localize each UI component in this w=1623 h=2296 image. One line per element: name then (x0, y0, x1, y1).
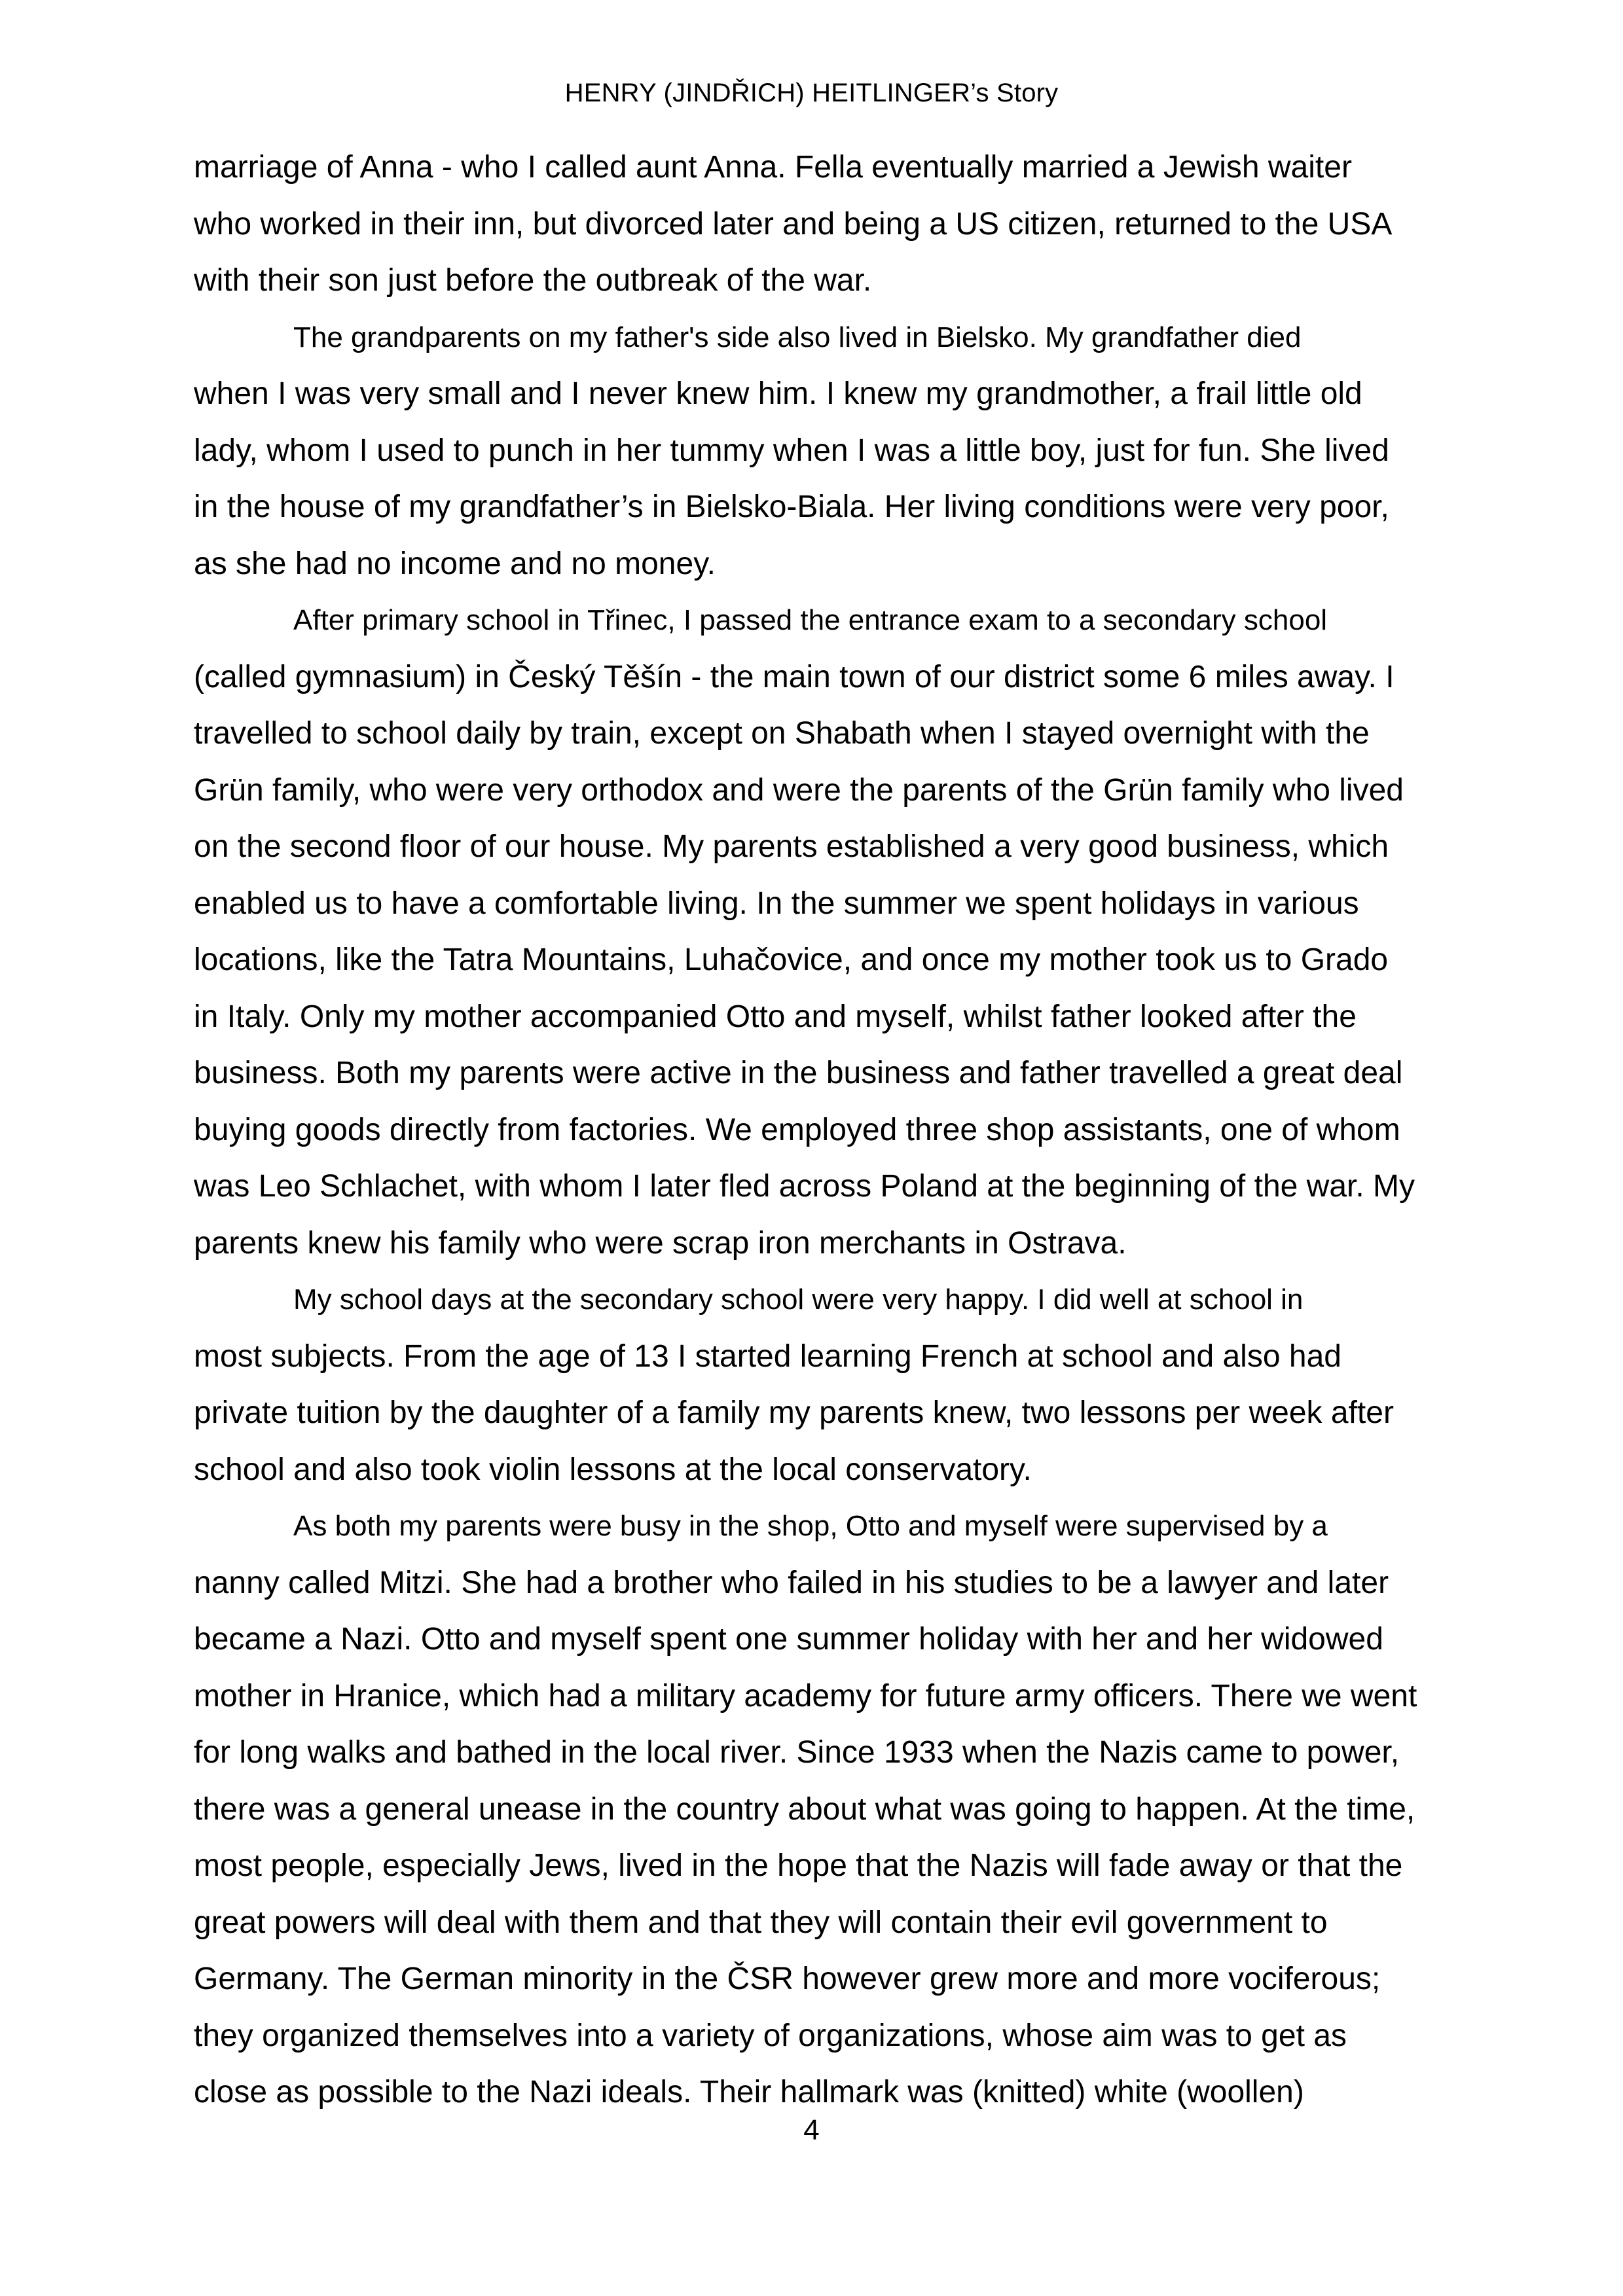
text-line: who worked in their inn, but divorced later and being a US citizen, returned to the USA (194, 206, 1393, 242)
paragraph (194, 139, 1464, 310)
text-line: lady, whom I used to punch in her tummy when I was a little boy, just for fun. She lived (194, 433, 1389, 468)
body-text (194, 139, 1464, 2121)
text-line: The grandparents on my father's side also lived in Bielsko. My grandfather died (293, 321, 1302, 353)
text-line: business. Both my parents were active in the business and father travelled a great deal (194, 1056, 1403, 1090)
text-line: As both my parents were busy in the shop, Otto and myself were supervised by a (293, 1510, 1328, 1542)
text-line: became a Nazi. Otto and myself spent one summer holiday with her and her widowed (194, 1622, 1383, 1657)
paragraph (194, 1272, 1464, 1498)
text-line: nanny called Mitzi. She had a brother who failed in his studies to be a lawyer and later (194, 1565, 1389, 1600)
text-line: buying goods directly from factories. We employed three shop assistants, one of whom (194, 1112, 1400, 1147)
page-number: 4 (803, 2114, 820, 2146)
text-line: was Leo Schlachet, with whom I later fled across Poland at the beginning of the war. My (194, 1169, 1415, 1204)
text-line: (called gymnasium) in Český Těšín - the main town of our district some 6 miles away. I (194, 659, 1395, 694)
text-line: Grün family, who were very orthodox and were the parents of the Grün family who lived (194, 772, 1404, 808)
text-line: marriage of Anna - who I called aunt Anna. Fella eventually married a Jewish waiter (194, 150, 1352, 185)
text-line: locations, like the Tatra Mountains, Luhačovice, and once my mother took us to Grado (194, 942, 1389, 977)
text-line: mother in Hranice, which had a military academy for future army officers. There we went (194, 1678, 1417, 1713)
running-header: HENRY (JINDŘICH) HEITLINGER’s Story (564, 79, 1059, 107)
text-line: as she had no income and no money. (194, 546, 716, 581)
text-line: school and also took violin lessons at the local conservatory. (194, 1452, 1032, 1487)
text-line: Germany. The German minority in the ČSR however grew more and more vociferous; (194, 1962, 1381, 1996)
text-line: parents knew his family who were scrap iron merchants in Ostrava. (194, 1225, 1127, 1261)
text-line: in the house of my grandfather’s in Bielsko-Biala. Her living conditions were very poor, (194, 490, 1389, 524)
text-line: great powers will deal with them and that they will contain their evil government to (194, 1905, 1328, 1940)
paragraph (194, 1498, 1464, 2121)
text-line: After primary school in Třinec, I passed the entrance exam to a secondary school (293, 604, 1328, 636)
paragraph (194, 592, 1464, 1272)
text-line: most subjects. From the age of 13 I started learning French at school and also had (194, 1338, 1341, 1374)
text-line: most people, especially Jews, lived in the hope that the Nazis will fade away or that the (194, 1848, 1403, 1883)
text-line: My school days at the secondary school were very happy. I did well at school in (293, 1283, 1304, 1316)
text-line: travelled to school daily by train, except on Shabath when I stayed overnight with the (194, 716, 1370, 751)
text-line: close as possible to the Nazi ideals. Their hallmark was (knitted) white (woollen) (194, 2075, 1304, 2109)
text-line: for long walks and bathed in the local river. Since 1933 when the Nazis came to power, (194, 1735, 1400, 1770)
text-line: they organized themselves into a variety of organizations, whose aim was to get as (194, 2018, 1347, 2053)
text-line: on the second floor of our house. My parents established a very good business, which (194, 829, 1389, 864)
paragraph (194, 310, 1464, 593)
text-line: enabled us to have a comfortable living. In the summer we spent holidays in various (194, 886, 1359, 921)
text-line: in Italy. Only my mother accompanied Otto and myself, whilst father looked after the (194, 999, 1357, 1034)
text-line: when I was very small and I never knew him. I knew my grandmother, a frail little old (194, 376, 1362, 411)
text-line: there was a general unease in the country about what was going to happen. At the time, (194, 1791, 1415, 1827)
text-line: private tuition by the daughter of a family my parents knew, two lessons per week after (194, 1395, 1394, 1430)
text-line: with their son just before the outbreak of the war. (194, 263, 872, 298)
